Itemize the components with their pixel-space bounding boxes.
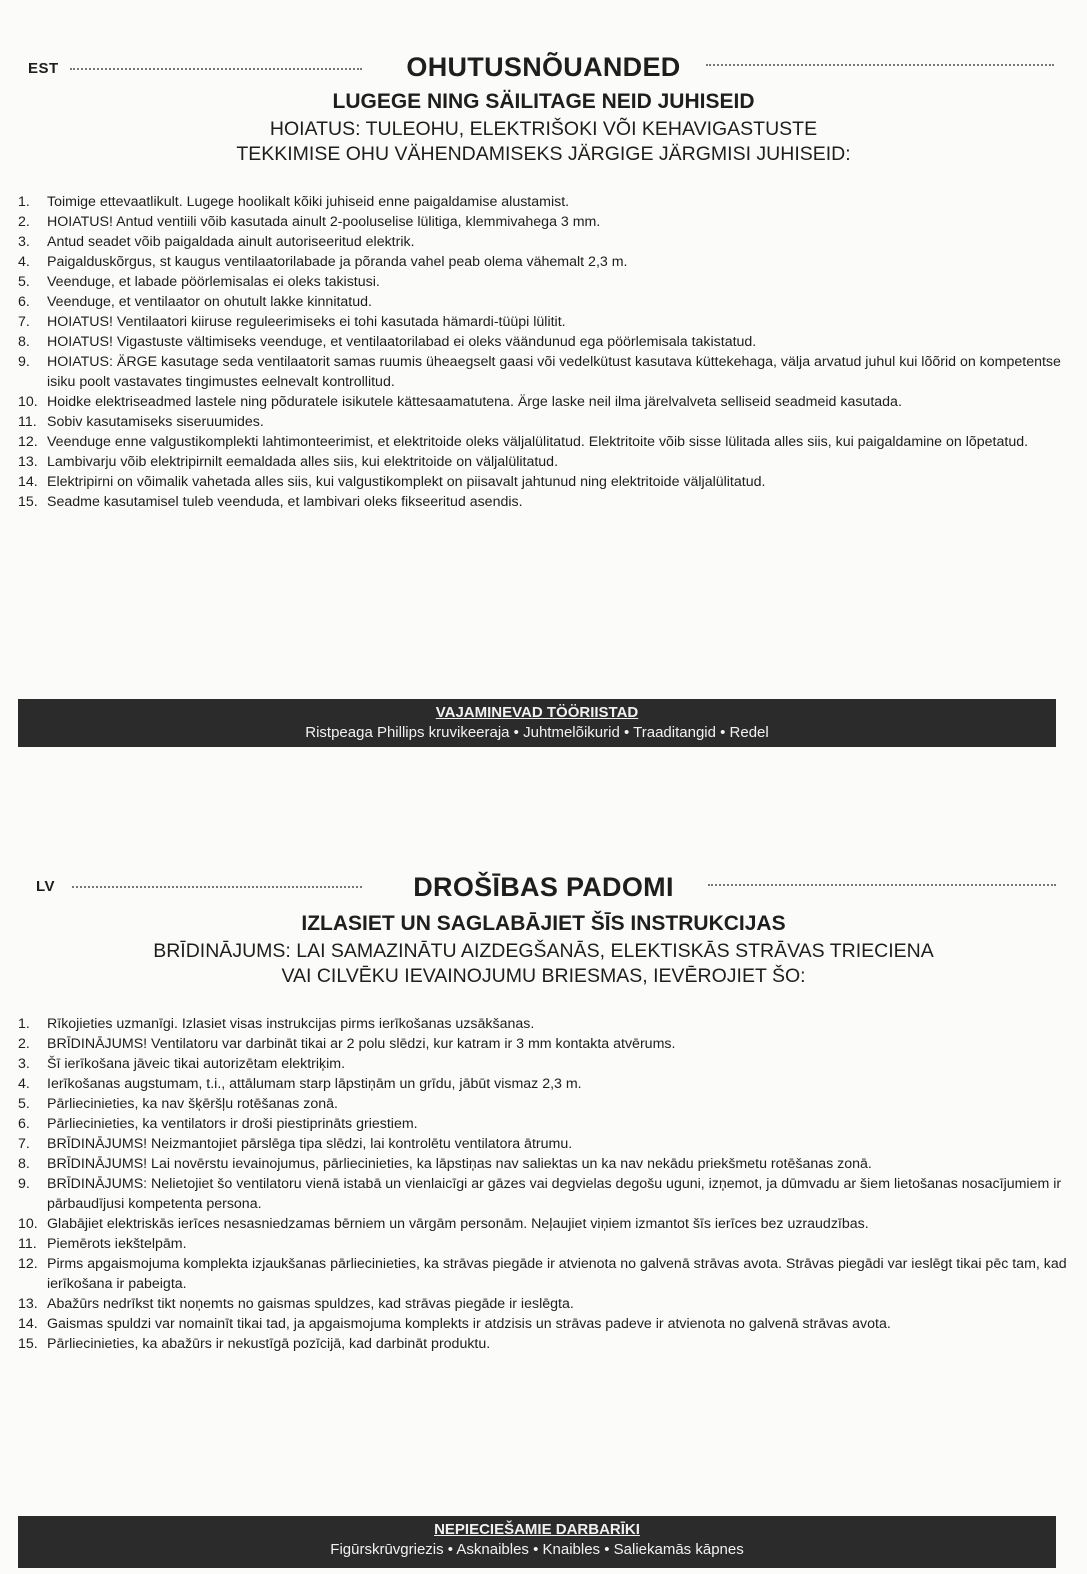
lv-rule-number: 4. [18, 1076, 30, 1092]
est-rule-number: 4. [18, 254, 30, 270]
lv-rule-text: Ierīkošanas augstumam, t.i., attālumam starp lāpstiņām un grīdu, jābūt vismaz 2,3 m. [47, 1076, 582, 1092]
est-rule-number: 1. [18, 194, 30, 210]
lv-rule-item [18, 1154, 1068, 1174]
lv-tools-bar [18, 1516, 1056, 1568]
lv-rule-item [18, 1054, 1068, 1074]
lv-rule-text: Pirms apgaismojuma komplekta izjaukšanas pārliecinieties, ka strāvas piegāde ir atvienota no galvenā strāvas avota. Strāvas piegādi var ieslēgt tikai pēc tam, kad ierīkošana ir pabeigta. [47, 1256, 1067, 1292]
lv-rule-text: BRĪDINĀJUMS! Neizmantojiet pārslēga tipa slēdzi, lai kontrolētu ventilatora ātrumu. [47, 1136, 573, 1152]
est-title: OHUTUSNÕUANDED [406, 52, 681, 82]
lv-rule-number: 1. [18, 1016, 30, 1032]
lv-rule-number: 14. [18, 1316, 38, 1332]
lv-warning-line2: VAI CILVĒKU IEVAINOJUMU BRIESMAS, IEVĒROJIET ŠO: [281, 965, 806, 987]
lv-rule-text: Glabājiet elektriskās ierīces nesasniedzamas bērniem un vārgām personām. Neļaujiet viņiem izmantot šīs ierīces bez uzraudzības. [47, 1216, 869, 1232]
lv-rule-item [18, 1074, 1068, 1094]
lv-rule-item [18, 1134, 1068, 1154]
lv-rule-item [18, 1314, 1068, 1334]
lv-rule-item [18, 1254, 1068, 1294]
lv-rule-number: 2. [18, 1036, 30, 1052]
est-rule-number: 12. [18, 434, 38, 450]
lv-rule-text: BRĪDINĀJUMS: Nelietojiet šo ventilatoru vienā istabā un vienlaicīgi ar gāzes vai degvielas degošu uguni, izņemot, ja dūmvadu ar šiem lietošanas nosacījumiem ir pārbaudījusi kompetenta persona. [47, 1176, 1062, 1212]
est-rule-text: Antud seadet võib paigaldada ainult autoriseeritud elektrik. [47, 234, 415, 250]
est-rule-text: Seadme kasutamisel tuleb veenduda, et lambivari oleks fikseeritud asendis. [47, 494, 523, 510]
lv-rule-number: 11. [18, 1236, 37, 1252]
lv-rule-number: 8. [18, 1156, 30, 1172]
est-rule-number: 5. [18, 274, 30, 290]
est-rule-number: 3. [18, 234, 30, 250]
lv-lang-code: LV [36, 878, 56, 895]
est-rule-number: 6. [18, 294, 30, 310]
est-rule-number: 13. [18, 454, 38, 470]
est-rule-text: Paigalduskõrgus, st kaugus ventilaatorilabade ja põranda vahel peab olema vähemalt 2,3 m. [47, 254, 628, 270]
est-rule-number: 8. [18, 334, 30, 350]
lv-tools-items: Figūrskrūvgriezis • Asknaibles • Knaibles • Saliekamās kāpnes [330, 1541, 744, 1558]
lv-warning-line1: BRĪDINĀJUMS: LAI SAMAZINĀTU AIZDEGŠANĀS, ELEKTISKĀS STRĀVAS TRIECIENA [153, 940, 934, 962]
lv-rule-text: BRĪDINĀJUMS! Lai novērstu ievainojumus, pārliecinieties, ka lāpstiņas nav saliektas un ka nav nekādu priekšmetu rotēšanas zonā. [47, 1156, 872, 1172]
est-rule-text: HOIATUS! Antud ventiili võib kasutada ainult 2-pooluselise lülitiga, klemmivahega 3 mm. [47, 214, 601, 230]
lv-rule-item [18, 1294, 1068, 1314]
lv-rule-item [18, 1034, 1068, 1054]
est-lang-code: EST [28, 60, 59, 77]
lv-rule-number: 9. [18, 1176, 30, 1192]
est-rule-text: Toimige ettevaatlikult. Lugege hoolikalt kõiki juhiseid enne paigaldamise alustamist. [47, 194, 570, 210]
lv-tools-title: NEPIECIEŠAMIE DARBARĪKI [434, 1521, 640, 1538]
est-rule-text: Elektripirni on võimalik vahetada alles siis, kui valgustikomplekt on piisavalt jahtunud ning elektritoide väljalülitatud. [47, 474, 766, 490]
lv-rule-number: 6. [18, 1116, 30, 1132]
lv-rule-item [18, 1234, 1068, 1254]
est-rule-text: Hoidke elektriseadmed lastele ning põduratele isikutele kättesaamatutena. Ärge laske neil ilma järelvalveta selliseid seadmeid kasutada. [47, 394, 902, 410]
lv-header-block [0, 912, 1087, 989]
est-rule-text: Lambivarju võib elektripirnilt eemaldada alles siis, kui elektritoide on väljalülitatud. [47, 454, 559, 470]
lv-rule-item [18, 1334, 1068, 1354]
lv-rule-text: Gaismas spuldzi var nomainīt tikai tad, ja apgaismojuma komplekts ir atdzisis un strāvas padeve ir atvienota no galvenā strāvas avota. [47, 1316, 891, 1332]
lv-title: DROŠĪBAS PADOMI [413, 872, 674, 902]
lv-rule-text: Piemērots iekštelpām. [47, 1236, 187, 1252]
lv-rule-item [18, 1174, 1068, 1214]
est-rule-number: 7. [18, 314, 30, 330]
lv-rule-number: 10. [18, 1216, 38, 1232]
lv-rule-text: Šī ierīkošana jāveic tikai autorizētam elektriķim. [47, 1056, 346, 1072]
lv-rule-text: Abažūrs nedrīkst tikt noņemts no gaismas spuldzes, kad strāvas piegāde ir ieslēgta. [47, 1296, 574, 1312]
est-rule-text: Veenduge, et labade pöörlemisalas ei oleks takistusi. [47, 274, 380, 290]
est-rule-text: Veenduge enne valgustikomplekti lahtimonteerimist, et elektritoide oleks väljalülitatud. Elektritoite võib sisse lülitada alles siis, kui paigaldamine on lõpetatud. [47, 434, 1029, 450]
lv-rule-item [18, 1114, 1068, 1134]
est-rule-number: 11. [18, 414, 37, 430]
est-warning-line2: TEKKIMISE OHU VÄHENDAMISEKS JÄRGIGE JÄRGMISI JUHISEID: [236, 143, 851, 165]
est-rule-number: 9. [18, 354, 30, 370]
est-rule-number: 2. [18, 214, 30, 230]
lv-rule-text: Pārliecinieties, ka ventilators ir droši piestiprināts griestiem. [47, 1116, 418, 1132]
est-rule-text: Sobiv kasutamiseks siseruumides. [47, 414, 264, 430]
lv-rule-text: Pārliecinieties, ka abažūrs ir nekustīgā pozīcijā, kad darbināt produktu. [47, 1336, 491, 1352]
lv-rule-number: 13. [18, 1296, 38, 1312]
est-rule-text: Veenduge, et ventilaator on ohutult lakke kinnitatud. [47, 294, 372, 310]
lv-rule-item [18, 1214, 1068, 1234]
lv-rule-number: 5. [18, 1096, 30, 1112]
lv-rule-text: BRĪDINĀJUMS! Ventilatoru var darbināt tikai ar 2 polu slēdzi, kur katram ir 3 mm kontakta atvērums. [47, 1036, 676, 1052]
lv-subtitle: IZLASIET UN SAGLABĀJIET ŠĪS INSTRUKCIJAS [301, 912, 786, 935]
lv-rule-number: 7. [18, 1136, 30, 1152]
lv-rule-text: Rīkojieties uzmanīgi. Izlasiet visas instrukcijas pirms ierīkošanas uzsākšanas. [47, 1016, 535, 1032]
est-tools-title: VAJAMINEVAD TÖÖRIISTAD [435, 704, 639, 721]
est-warning-line1: HOIATUS: TULEOHU, ELEKTRIŠOKI VÕI KEHAVIGASTUSTE [269, 118, 818, 140]
est-rule-text: HOIATUS! Ventilaatori kiiruse reguleerimiseks ei tohi kasutada hämardi-tüüpi lülitit. [47, 314, 566, 330]
lv-rules-list [18, 1014, 1068, 1354]
est-rule-number: 15. [18, 494, 38, 510]
lv-rule-number: 12. [18, 1256, 38, 1272]
est-rule-number: 14. [18, 474, 38, 490]
est-subtitle: LUGEGE NING SÄILITAGE NEID JUHISEID [332, 90, 755, 113]
lv-rule-number: 3. [18, 1056, 30, 1072]
est-tools-items: Ristpeaga Phillips kruvikeeraja • Juhtmelõikurid • Traaditangid • Redel [305, 724, 769, 741]
est-rule-text: HOIATUS: ÄRGE kasutage seda ventilaatorit samas ruumis üheaegselt gaasi või vedelkütust kasutava küttekehaga, välja arvatud juhul kui lõõrid on kompetentse isiku poolt vastavates tingimustes eelnevalt kontrollitud. [47, 354, 1061, 390]
lv-rule-number: 15. [18, 1336, 38, 1352]
lv-rule-item [18, 1094, 1068, 1114]
lv-rule-item [18, 1014, 1068, 1034]
est-rule-text: HOIATUS! Vigastuste vältimiseks veenduge, et ventilaatorilabad ei oleks väändunud ega pöörlemisala takistatud. [47, 334, 757, 350]
lv-rule-text: Pārliecinieties, ka nav šķēršļu rotēšanas zonā. [47, 1096, 338, 1112]
est-rule-number: 10. [18, 394, 38, 410]
